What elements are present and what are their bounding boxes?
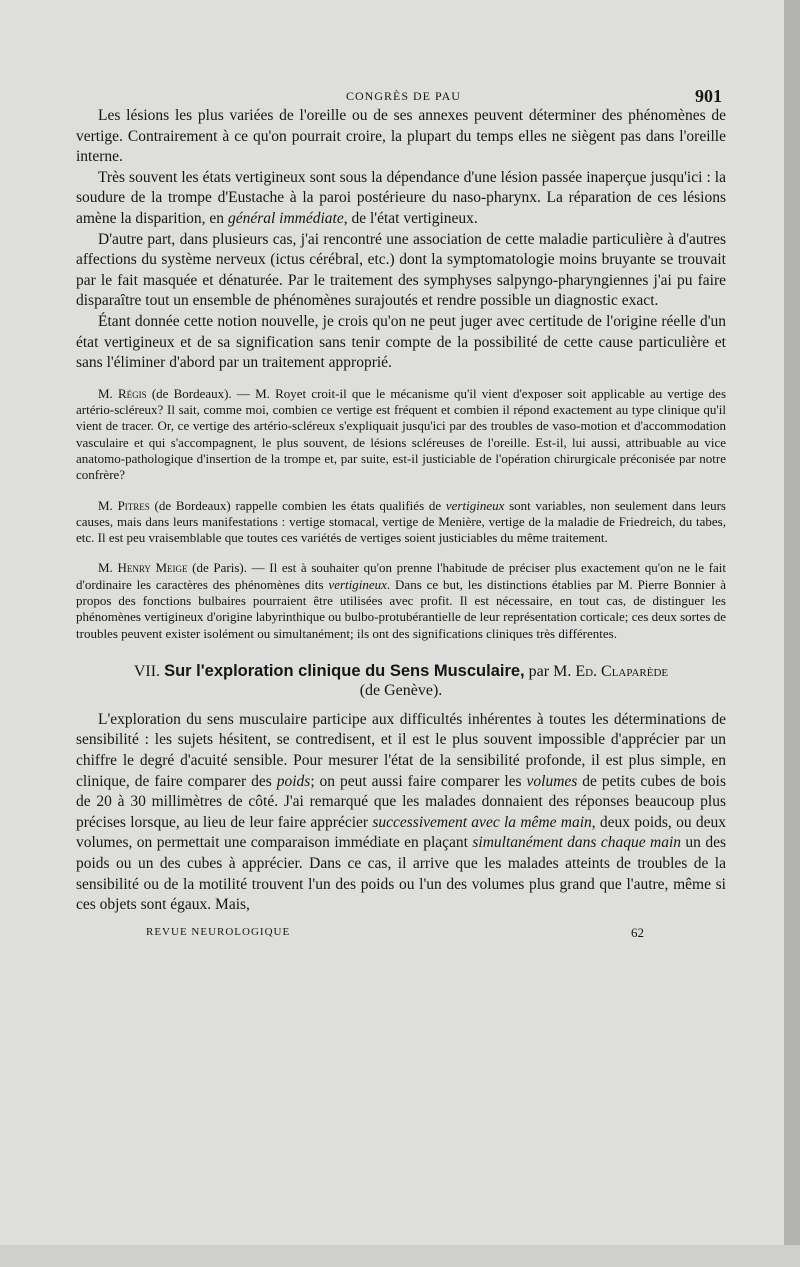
paragraph-2-emphasis: général immédiate <box>227 209 344 227</box>
pitres-prefix: M. <box>98 497 118 513</box>
paragraph-2-text-a: Très souvent les états vertigineux sont sous la dépendance d'une lésion passée inaperçue jusqu'ici : la soudure de la trompe d'Eustache à la paroi postérieure du naso-pharynx. La réparation de ces lésions amène la disparition, en <box>76 168 726 227</box>
section-text-2: ; on peut aussi faire comparer les <box>310 772 527 790</box>
regis-prefix: M. <box>98 385 118 401</box>
journal-name: REVUE NEUROLOGIQUE <box>146 925 291 938</box>
section-author: Ed. Claparède <box>575 662 669 680</box>
page-header <box>76 80 726 106</box>
signature-number: 62 <box>631 924 644 940</box>
scan-edge-bottom <box>0 1245 800 1267</box>
regis-text: (de Bordeaux). — M. Royet croit-il que le mécanisme qu'il vient d'exposer soit applicable au vertige des artério-scléreux? Il sait, comme moi, combien ce vertige est fréquent et combien il répond exactement au type clinique qu'il vient de tracer. Or, ce vertige des artério-scléreux s'expliquait jusqu'ici par des troubles de vaso-motion et d'accommodation vasculaire et qui s'accompagnent, le plus souvent, de lésions scléreuses de l'oreille. Est-il, lui aussi, attribuable au vice anatomo-pathologique d'insertion de la trompe et, par suite, est-il justiciable de l'opération chirurgicale préconisée par notre confrère? <box>76 385 726 483</box>
section-text-5: un des poids ou un des cubes à apprécier. Dans ce cas, il arrive que les malades atteints de troubles de la sensibilité ou de la motilité trouvent l'un des poids ou l'un des volumes plus grand que l'autre, même si ces objets sont égaux. Mais, <box>76 834 727 914</box>
running-title: CONGRÈS DE PAU <box>346 89 461 103</box>
page-number: 901 <box>695 86 722 106</box>
discussion-regis <box>76 386 726 484</box>
discussion-meige <box>76 560 726 641</box>
section-emphasis-successivement: successivement avec la même main <box>372 813 592 831</box>
section-paragraph <box>76 710 726 916</box>
paragraph-3: D'autre part, dans plusieurs cas, j'ai rencontré une association de cette maladie particulière à d'autres affections du système nerveux (ictus cérébral, etc.) dont la symptomatologie moins bruyante se trouvait par le fait masquée et dénaturée. Par le traitement des symphyses salpyngo-pharyngiennes j'ai pu faire disparaître tout un ensemble de phénomènes surajoutés et rendre possible un diagnostic exact. <box>76 230 726 310</box>
section-by: par M. <box>528 662 576 680</box>
section-text-3: de petits cubes de bois de 20 à 30 millimètres de côté. J'ai remarqué que les malades donnaient des réponses beaucoup plus précises lorsque, au lieu de leur faire apprécier <box>76 772 726 831</box>
section-heading <box>76 662 726 700</box>
paragraph-2-text-b: , de l'état vertigineux. <box>343 209 478 227</box>
meige-emphasis: vertigineux <box>328 576 387 592</box>
paragraph-1: Les lésions les plus variées de l'oreille ou de ses annexes peuvent déterminer des phénomènes de vertige. Contrairement à ce qu'on pourrait croire, la plupart du temps elles ne siègent pas dans l'oreille interne. <box>76 107 726 166</box>
page-content <box>76 80 726 944</box>
paragraph-4: Étant donnée cette notion nouvelle, je crois qu'on ne peut juger avec certitude de l'origine réelle d'un état vertigineux et de sa signification sans tenir compte de la possibilité de cette cause particulière et sans l'éliminer d'abord par un traitement approprié. <box>76 312 726 372</box>
pitres-text-a: (de Bordeaux) rappelle combien les états qualifiés de <box>149 497 446 513</box>
scan-edge-right <box>784 0 800 1267</box>
meige-text-a: (de Paris). — Il est à souhaiter qu'on prenne l'habitude de préciser plus exactement qu'on ne le fait d'ordinaire les caractères des phénomènes dits <box>76 560 727 592</box>
section-title: Sur l'exploration clinique du Sens Musculaire, <box>164 661 525 680</box>
discussion-pitres <box>76 498 726 547</box>
meige-name: Henry Meige <box>117 560 188 576</box>
section-emphasis-simultanement: simultanément dans chaque main <box>472 834 682 852</box>
pitres-emphasis: vertigineux <box>445 497 505 513</box>
section-text-1: L'exploration du sens musculaire participe aux difficultés inhérentes à toutes les déterminations de sensibilité : les sujets hésitent, se contredisent, et il est le plus souvent impossible d'apprécier par un chiffre le degré d'acuité sensible. Pour mesurer l'état de la sensibilité profonde, il est plus simple, en clinique, de faire comparer des <box>76 710 726 790</box>
paragraph-2 <box>76 168 726 230</box>
section-location: (de Genève). <box>359 681 443 699</box>
regis-name: Régis <box>118 385 147 401</box>
meige-text-b: . Dans ce but, les distinctions établies par M. Pierre Bonnier à propos des fonctions bulbaires pourraient être utilisées avec profit. Il est nécessaire, en tout cas, de distinguer les phénomènes vertigineux d'origine labyrinthique ou bulbo-protubérantielle de leur représentation corticale; ces deux sortes de troubles peuvent exister isolément ou simultanément; ils ont des significations cliniques très différentes. <box>76 576 726 641</box>
section-number: VII. <box>133 662 161 680</box>
section-text-4: , deux poids, ou deux volumes, on permettait une comparaison immédiate en plaçant <box>76 813 726 852</box>
meige-prefix: M. <box>98 560 118 576</box>
page-footer <box>76 926 726 944</box>
section-emphasis-poids: poids <box>276 772 311 790</box>
pitres-name: Pitres <box>117 497 150 513</box>
pitres-text-b: sont variables, non seulement dans leurs causes, mais dans leurs manifestations : vertige stomacal, vertige de Menière, vertige de la maladie de Friedreich, du tabes, etc. Il est peu vraisemblable que toutes ces variétés de vertiges soient justiciables du même traitement. <box>76 497 726 546</box>
section-emphasis-volumes: volumes <box>526 772 578 790</box>
